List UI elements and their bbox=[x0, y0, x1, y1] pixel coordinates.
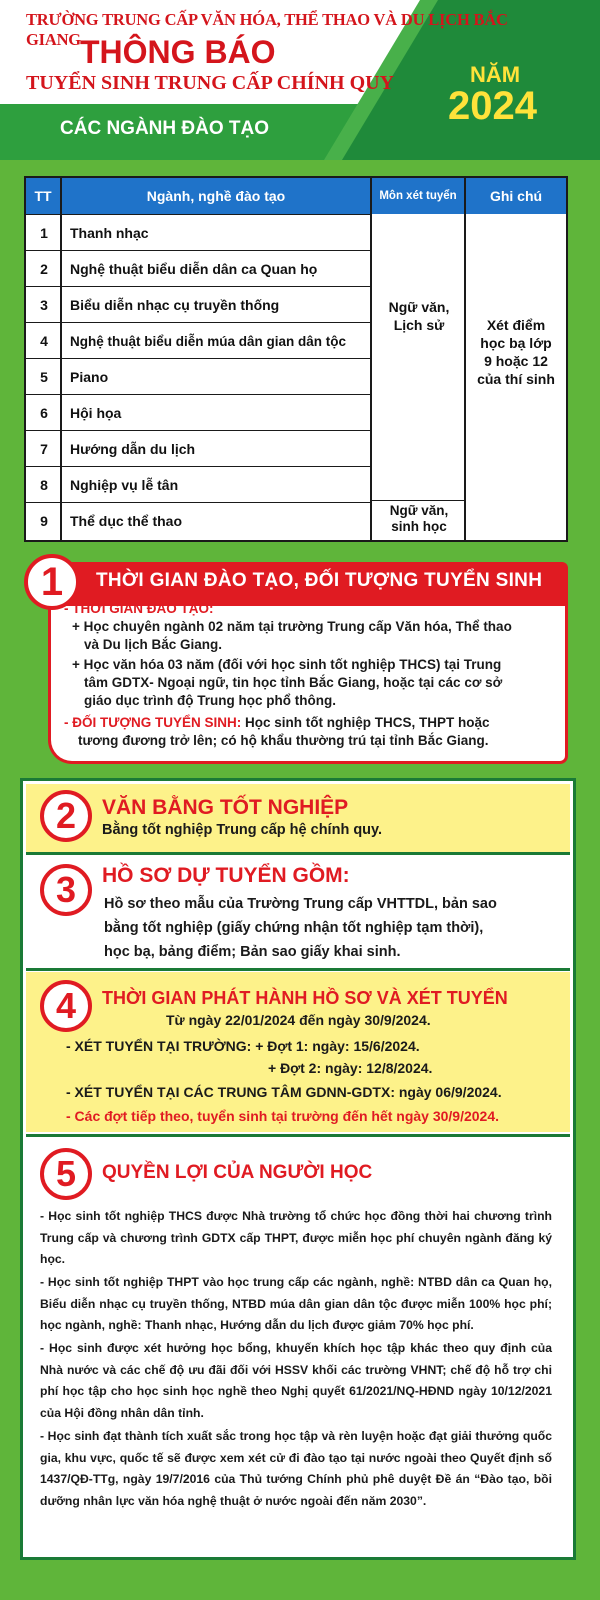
section-divider bbox=[26, 968, 570, 971]
target-text-continued: tương đương trở lên; có hộ khẩu thường trú tại tỉnh Bắc Giang. bbox=[78, 733, 489, 748]
section-divider bbox=[26, 852, 570, 855]
training-time-label bbox=[64, 600, 214, 618]
row-number: 7 bbox=[40, 441, 48, 457]
table-row bbox=[26, 286, 372, 322]
table-row bbox=[26, 358, 372, 394]
training-time-label-text: - THỜI GIAN ĐÀO TẠO: bbox=[64, 601, 214, 616]
table-row bbox=[26, 322, 372, 358]
row-number: 2 bbox=[40, 261, 48, 277]
row-number: 5 bbox=[40, 369, 48, 385]
table-row bbox=[26, 250, 372, 286]
row-number: 1 bbox=[40, 225, 48, 241]
section1-title: THỜI GIAN ĐÀO TẠO, ĐỐI TƯỢNG TUYỂN SINH bbox=[96, 570, 543, 591]
section3-number-badge: 3 bbox=[40, 864, 92, 916]
year-label: NĂM bbox=[470, 62, 521, 87]
year-value: 2024 bbox=[448, 84, 537, 128]
notes-line: học bạ lớp bbox=[480, 335, 552, 351]
header-major: Ngành, nghề đào tạo bbox=[62, 178, 372, 214]
target-line bbox=[64, 714, 489, 732]
table-row bbox=[26, 430, 372, 466]
row-major: Thanh nhạc bbox=[70, 225, 149, 241]
table-divider bbox=[464, 214, 466, 540]
section4-round2: + Đợt 2: ngày: 12/8/2024. bbox=[268, 1060, 433, 1076]
notes-merged-cell bbox=[468, 316, 564, 388]
section4-number-badge: 4 bbox=[40, 980, 92, 1032]
section4-title: THỜI GIAN PHÁT HÀNH HỒ SƠ VÀ XÉT TUYỂN bbox=[102, 988, 508, 1008]
majors-table bbox=[24, 176, 568, 542]
row-major: Nghiệp vụ lễ tân bbox=[70, 477, 179, 493]
notice-title: THÔNG BÁO bbox=[80, 34, 276, 70]
row-major: Nghệ thuật biểu diễn dân ca Quan họ bbox=[70, 261, 318, 277]
target-text: Học sinh tốt nghiệp THCS, THPT hoặc bbox=[244, 715, 490, 730]
training-time-item: + Học văn hóa 03 năm (đối với học sinh tốt nghiệp THCS) tại Trung bbox=[72, 657, 502, 672]
section2-text: Bằng tốt nghiệp Trung cấp hệ chính quy. bbox=[102, 822, 383, 838]
row-major: Piano bbox=[70, 369, 109, 385]
row-number: 4 bbox=[40, 333, 48, 349]
row-number: 6 bbox=[40, 405, 48, 421]
notes-line: 9 hoặc 12 bbox=[484, 353, 548, 369]
notes-line: của thí sinh bbox=[477, 371, 555, 387]
school-name: TRƯỜNG TRUNG CẤP VĂN HÓA, THỂ THAO VÀ DU LỊCH BẮC GIANG bbox=[26, 10, 508, 49]
section1-number-badge: 1 bbox=[24, 554, 80, 610]
section2-number-badge: 2 bbox=[40, 790, 92, 842]
training-time-item: + Học chuyên ngành 02 năm tại trường Trung cấp Văn hóa, Thể thao bbox=[72, 619, 512, 634]
section5-paragraph: - Học sinh được xét hưởng học bổng, khuyến khích học tập khác theo quy định của Nhà nước và các chế độ ưu đãi đối với HSSV khối các trường VHNT; chế độ hỗ trợ chi phí học tập cho học sinh học nghề theo Nghị quyết 61/2021/NQ-HĐND ngày 10/12/2021 của Hội đồng nhân dân tỉnh. bbox=[40, 1341, 552, 1420]
subjects-line: Ngữ văn, bbox=[388, 299, 450, 315]
row-number: 3 bbox=[40, 297, 48, 313]
notes-line: Xét điểm bbox=[486, 317, 546, 333]
section3-line: học bạ, bảng điểm; Bản sao giấy khai sinh. bbox=[104, 944, 401, 960]
section3-line: Hồ sơ theo mẫu của Trường Trung cấp VHTTDL, bản sao bbox=[104, 896, 497, 912]
section5-number-badge: 5 bbox=[40, 1148, 92, 1200]
section4-date-range: Từ ngày 22/01/2024 đến ngày 30/9/2024. bbox=[166, 1012, 431, 1028]
row-major: Thể dục thể thao bbox=[70, 513, 182, 529]
row-major: Hội họa bbox=[70, 405, 122, 421]
majors-heading: CÁC NGÀNH ĐÀO TẠO bbox=[60, 118, 269, 139]
subjects-last-cell bbox=[372, 500, 466, 540]
section5-title: QUYỀN LỢI CỦA NGƯỜI HỌC bbox=[102, 1162, 373, 1183]
section5-paragraph: - Học sinh tốt nghiệp THPT vào học trung cấp các ngành, nghề: NTBD dân ca Quan họ, Biểu diễn nhạc cụ truyền thống, NTBD múa dân gian dân tộc được miễn 100% học phí; học ngành, nghề: Thanh nhạc, Hướng dẫn du lịch được giảm 70% học phí. bbox=[40, 1275, 552, 1332]
header-tt: TT bbox=[26, 178, 62, 214]
subjects-line: Lịch sử bbox=[393, 317, 445, 333]
section5-paragraph: - Học sinh đạt thành tích xuất sắc trong học tập và rèn luyện hoặc đạt giải thưởng quốc gia, khu vực, quốc tế sẽ được xem xét cử đi đào tạo tại nước ngoài theo Quyết định số 1437/QĐ-TTg, ngày 19/7/2016 của Thủ tướng Chính phủ phê duyệt Đề án “Đào tạo, bồi dưỡng nhân lực văn hóa nghệ thuật ở nước ngoài đến năm 2030”. bbox=[40, 1429, 552, 1508]
section2-title: VĂN BẰNG TỐT NGHIỆP bbox=[102, 796, 349, 819]
table-row bbox=[26, 394, 372, 430]
section-divider bbox=[26, 1134, 570, 1137]
section5-paragraph: - Học sinh tốt nghiệp THCS được Nhà trường tổ chức học đồng thời hai chương trình Trung cấp và chương trình GDTX cấp THPT, được miễn học phí chuyên ngành đăng ký học. bbox=[40, 1209, 552, 1266]
row-major: Biểu diễn nhạc cụ truyền thống bbox=[70, 297, 280, 313]
section3-title: HỒ SƠ DỰ TUYỂN GỒM: bbox=[102, 864, 350, 887]
table-row bbox=[26, 466, 372, 502]
training-time-item: tâm GDTX- Ngoại ngữ, tin học tỉnh Bắc Giang, hoặc tại các cơ sở bbox=[84, 675, 503, 690]
row-major: Nghệ thuật biểu diễn múa dân gian dân tộc bbox=[70, 333, 347, 349]
training-time-item: giáo dục trình độ Trung học phổ thông. bbox=[84, 693, 336, 708]
table-row bbox=[26, 214, 372, 250]
table-row bbox=[26, 502, 372, 540]
subjects-line: sinh học bbox=[391, 519, 447, 534]
section4-centers: - XÉT TUYỂN TẠI CÁC TRUNG TÂM GDNN-GDTX: ngày 06/9/2024. bbox=[66, 1084, 502, 1100]
section3-line: bằng tốt nghiệp (giấy chứng nhận tốt nghiệp tạm thời), bbox=[104, 920, 484, 936]
subjects-line: Ngữ văn, bbox=[389, 503, 449, 518]
row-number: 8 bbox=[40, 477, 48, 493]
target-label: - ĐỐI TƯỢNG TUYỂN SINH: bbox=[64, 715, 242, 730]
section4-school-round: - XÉT TUYỂN TẠI TRƯỜNG: + Đợt 1: ngày: 15/6/2024. bbox=[66, 1038, 420, 1054]
training-time-item: và Du lịch Bắc Giang. bbox=[84, 637, 223, 652]
section4-next-rounds: - Các đợt tiếp theo, tuyển sinh tại trường đến hết ngày 30/9/2024. bbox=[66, 1108, 500, 1124]
row-major: Hướng dẫn du lịch bbox=[70, 441, 196, 457]
row-number: 9 bbox=[40, 513, 48, 529]
header-notes: Ghi chú bbox=[489, 188, 543, 204]
table-header bbox=[26, 178, 566, 214]
subjects-merged-cell bbox=[374, 298, 464, 334]
section3-text bbox=[104, 892, 497, 964]
notice-subtitle: TUYỂN SINH TRUNG CẤP CHÍNH QUY bbox=[26, 72, 395, 94]
header-subjects: Môn xét tuyển bbox=[372, 178, 466, 214]
